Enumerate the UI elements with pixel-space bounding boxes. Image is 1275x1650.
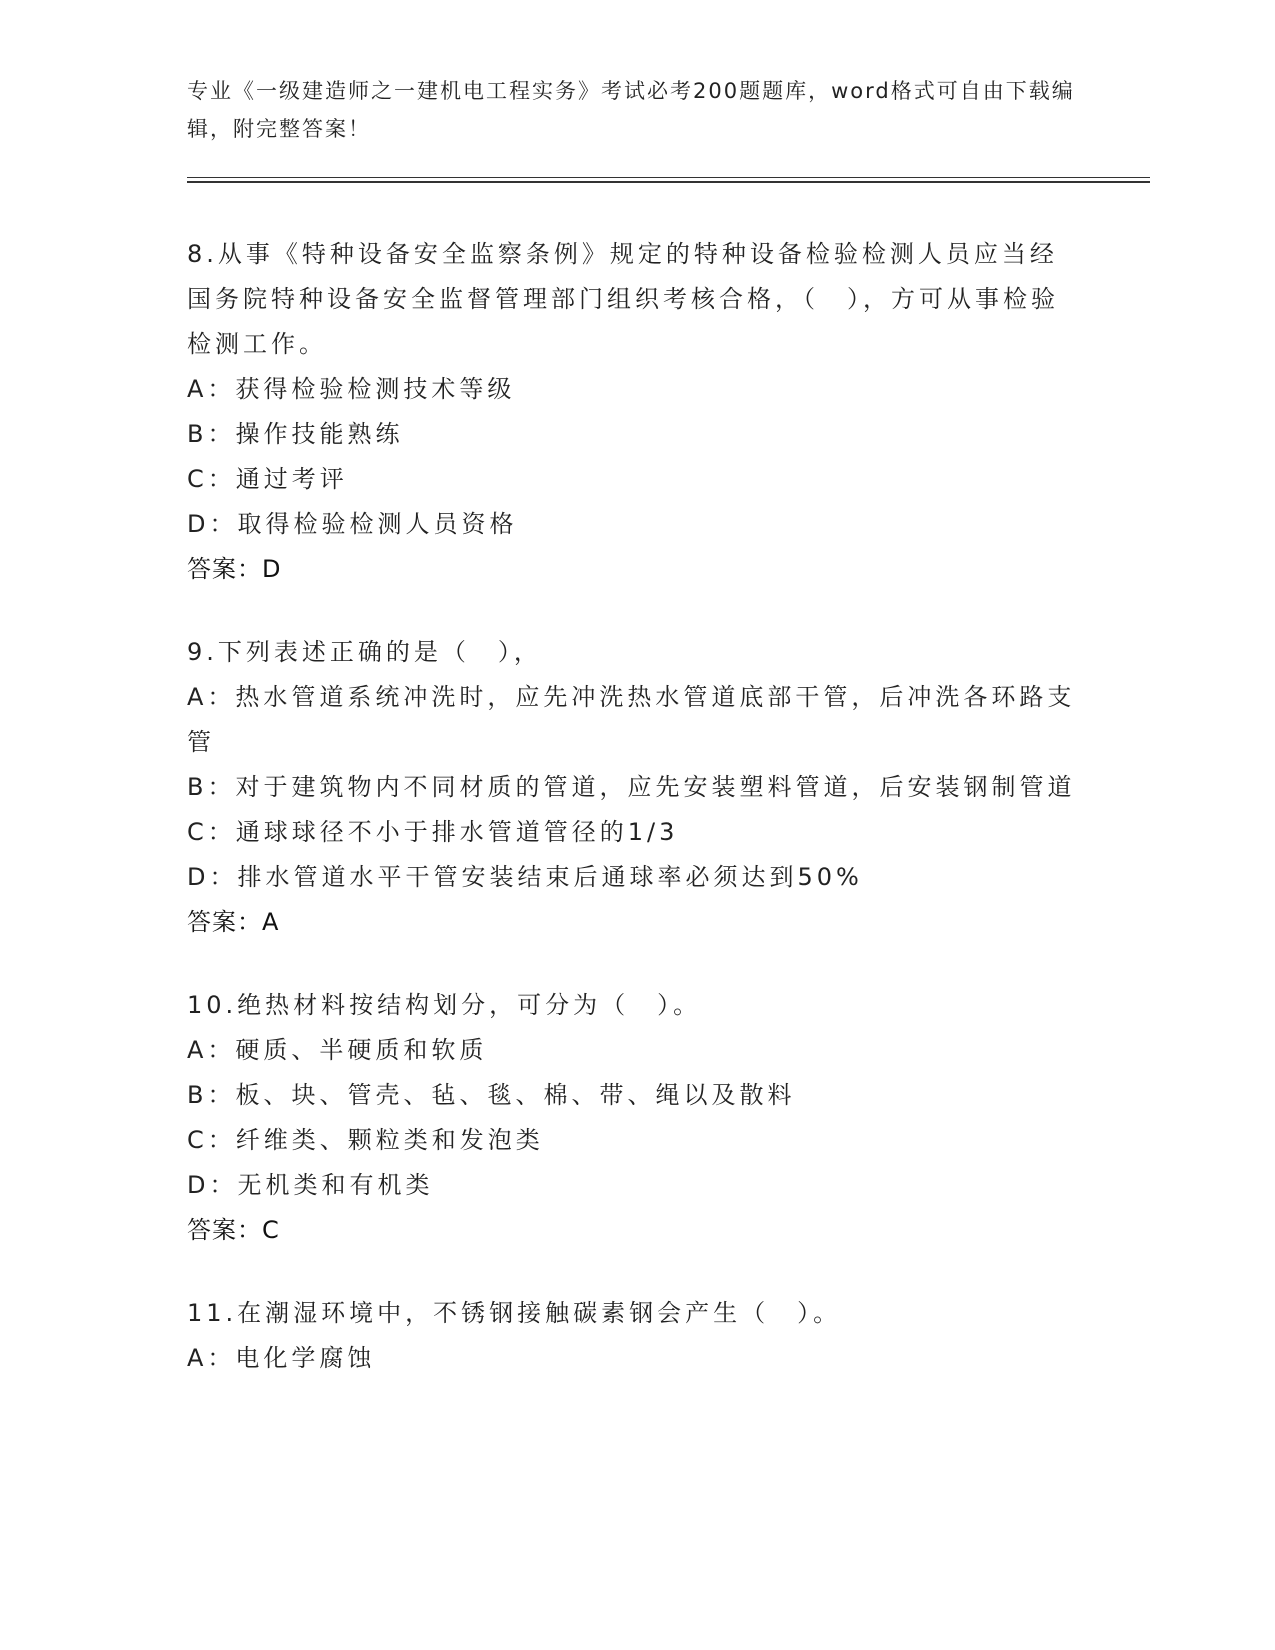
answer-line: 答案：D (187, 555, 282, 583)
question-list (187, 232, 1077, 1419)
option-a: A：获得检验检测技术等级 (187, 375, 516, 403)
option-b: B：对于建筑物内不同材质的管道，应先安装塑料管道，后安装钢制管道 (187, 773, 1076, 801)
option-d: D：排水管道水平干管安装结束后通球率必须达到50% (187, 863, 863, 891)
option-b: B：操作技能熟练 (187, 420, 404, 448)
answer-line: 答案：A (187, 908, 280, 936)
header-divider-thick (187, 181, 1150, 183)
option-d: D：取得检验检测人员资格 (187, 510, 518, 538)
question-stem: 11.在潮湿环境中，不锈钢接触碳素钢会产生（ ）。 (187, 1299, 842, 1327)
option-a: A：硬质、半硬质和软质 (187, 1036, 488, 1064)
question-stem: 10.绝热材料按结构划分，可分为（ ）。 (187, 991, 702, 1019)
answer-line: 答案：C (187, 1216, 280, 1244)
question-8 (187, 232, 1077, 592)
option-a: A：热水管道系统冲洗时，应先冲洗热水管道底部干管，后冲洗各环路支管 (187, 683, 1076, 756)
option-b: B：板、块、管壳、毡、毯、棉、带、绳以及散料 (187, 1081, 796, 1109)
question-10 (187, 983, 1077, 1253)
option-c: C：通球球径不小于排水管道管径的1/3 (187, 818, 679, 846)
document-header: 专业《一级建造师之一建机电工程实务》考试必考200题题库，word格式可自由下载编辑，附完整答案！ (187, 79, 1075, 141)
question-11 (187, 1291, 1077, 1381)
option-a: A：电化学腐蚀 (187, 1344, 376, 1372)
question-stem: 8.从事《特种设备安全监察条例》规定的特种设备检验检测人员应当经国务院特种设备安全监督管理部门组织考核合格，（ ），方可从事检验检测工作。 (187, 240, 1059, 358)
header-divider-thin (187, 177, 1150, 178)
option-d: D：无机类和有机类 (187, 1171, 434, 1199)
question-9 (187, 630, 1077, 945)
question-stem: 9.下列表述正确的是（ ）， (187, 638, 542, 666)
option-c: C：纤维类、颗粒类和发泡类 (187, 1126, 544, 1154)
option-c: C：通过考评 (187, 465, 348, 493)
